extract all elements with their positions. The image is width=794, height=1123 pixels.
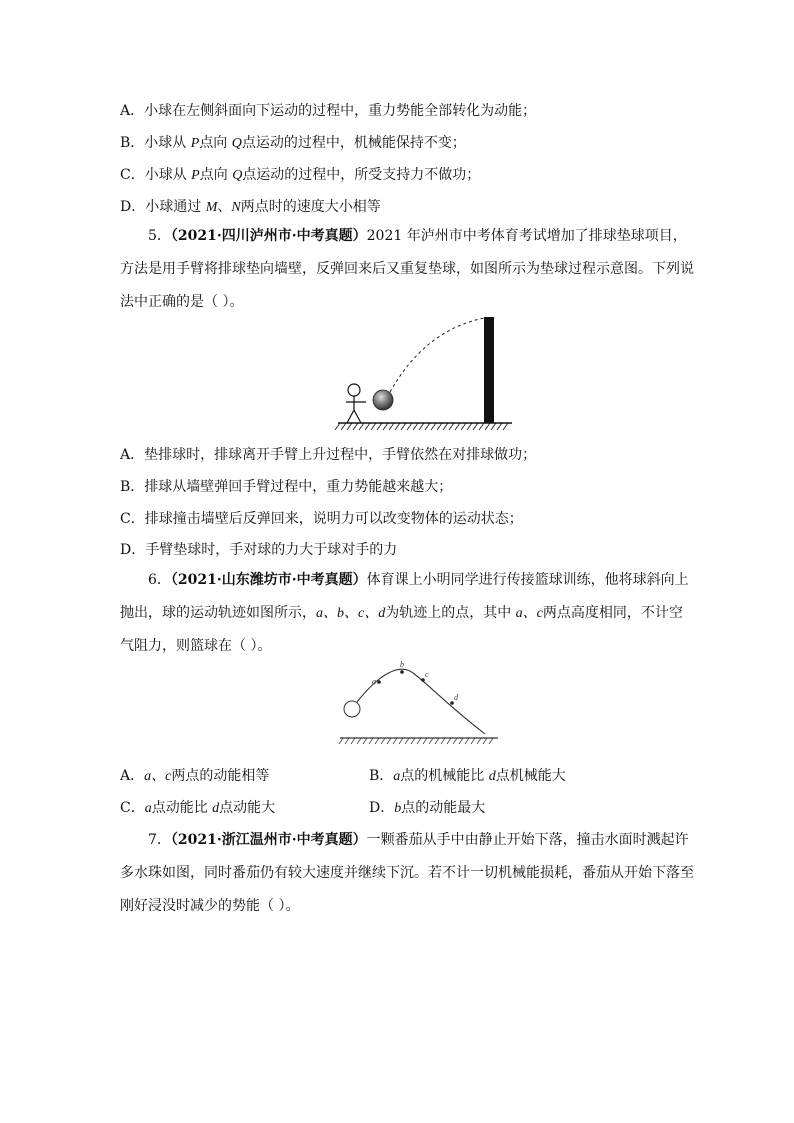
q5-stem (120, 220, 695, 319)
q5-option-c: C．排球撞击墙壁后反弹回来，说明力可以改变物体的运动状态； (120, 511, 523, 527)
q6-source: （2021·山东潍坊市·中考真题） (170, 572, 367, 588)
basketball-trajectory (357, 669, 485, 734)
label-d: d (454, 693, 458, 702)
q5-source: （2021·四川泸州市·中考真题） (170, 228, 367, 244)
q6-stem: 6．（2021·山东潍坊市·中考真题）体育课上小明同学进行传接篮球训练，他将球斜向上抛出，球的运动轨迹如图所示，a、b、c、d为轨迹上的点，其中 a、c两点高度相同，不计空气阻力，则篮球在（ ）。 (120, 572, 689, 654)
q4-option-d: D．小球通过 M、N两点时的速度大小相等 (120, 199, 381, 215)
q5-number: 5． (148, 228, 171, 244)
volleyball (373, 390, 393, 410)
q6-option-c: C．a点动能比 d点动能大 (120, 800, 276, 816)
q7-number: 7． (148, 832, 171, 848)
q5-text: 2021 年泸州市中考体育考试增加了排球垫球项目，方法是用手臂将排球垫向墙壁，反弹回来后又重复垫球，如图所示为垫球过程示意图。下列说法中正确的是（ ）。 (120, 228, 694, 310)
q5-option-b: B．排球从墙壁弹回手臂过程中，重力势能越来越大； (120, 479, 453, 495)
q5-option-d: D．手臂垫球时，手对球的力大于球对手的力 (120, 542, 398, 558)
q6-option-a: A．a、c两点的动能相等 (120, 768, 270, 784)
q4-option-a: A．小球在左侧斜面向下运动的过程中，重力势能全部转化为动能； (120, 103, 537, 119)
q4-option-c: C．小球从 P点向 Q点运动的过程中，所受支持力不做功； (120, 167, 481, 183)
q5-option-a: A．垫排球时，排球离开手臂上升过程中，手臂依然在对排球做功； (120, 447, 537, 463)
q6-option-d: D．b点的动能最大 (369, 800, 486, 816)
label-c: c (425, 670, 429, 679)
basketball (344, 701, 360, 717)
wall (484, 317, 494, 423)
label-a: a (372, 677, 376, 686)
q7-stem (120, 824, 695, 923)
q4-option-b: B．小球从 P点向 Q点运动的过程中，机械能保持不变； (120, 135, 466, 151)
q7-text: 一颗番茄从手中由静止开始下落，撞击水面时溅起许多水珠如图，同时番茄仍有较大速度并继续下沉。若不计一切机械能损耗，番茄从开始下落至刚好浸没时减少的势能（ ）。 (120, 832, 694, 914)
volleyball-figure (330, 310, 530, 435)
label-b: b (400, 660, 404, 669)
q7-source: （2021·浙江温州市·中考真题） (170, 832, 367, 848)
ball-trajectory (390, 318, 484, 392)
q6-option-b: B．a点的机械能比 d点机械能大 (369, 768, 566, 784)
basketball-figure (335, 658, 505, 746)
point-b (400, 670, 404, 674)
q6-number: 6． (148, 572, 171, 588)
point-a (377, 680, 381, 684)
stick-figure (346, 384, 366, 423)
